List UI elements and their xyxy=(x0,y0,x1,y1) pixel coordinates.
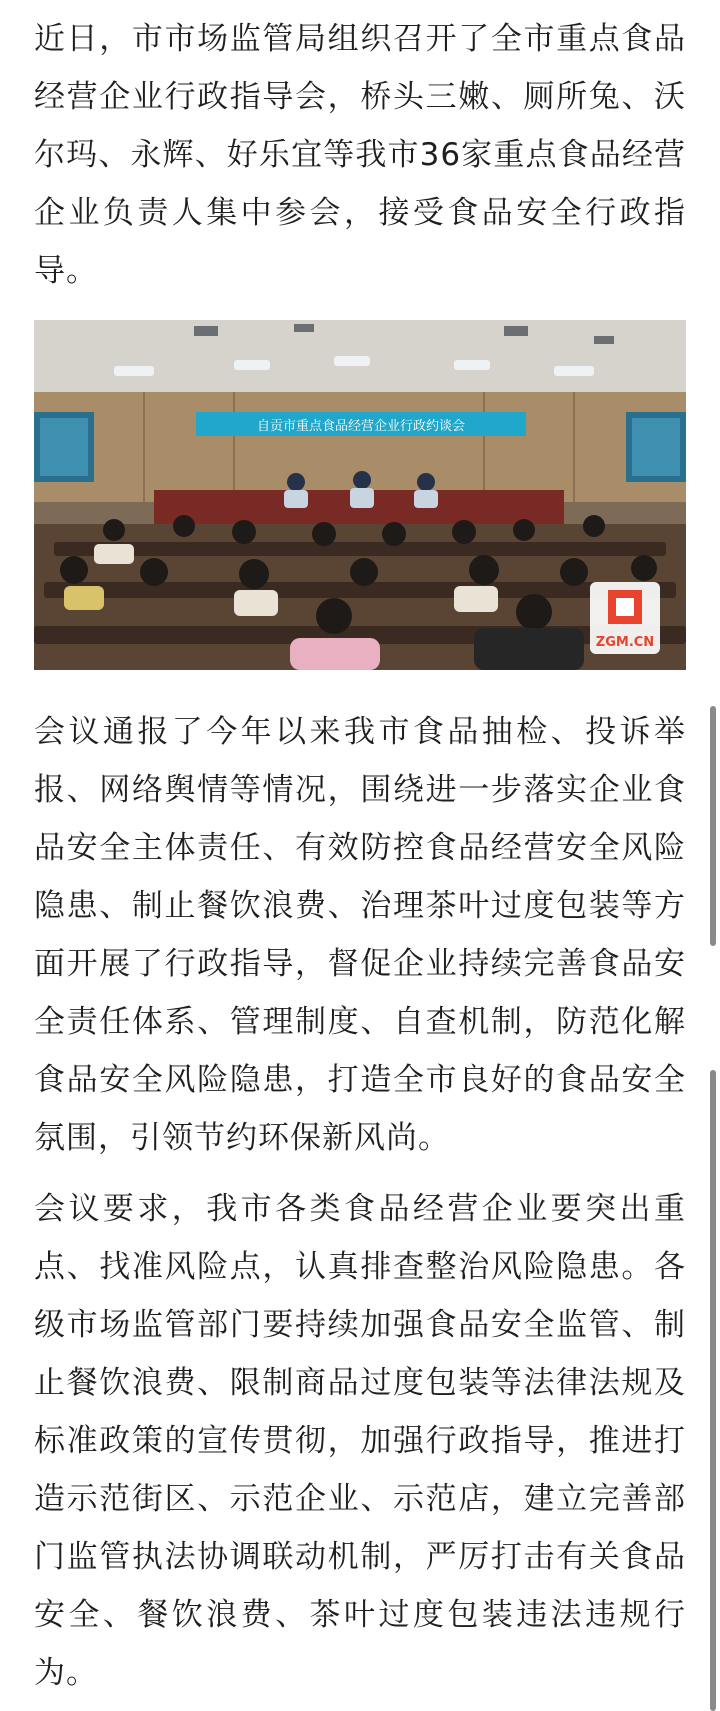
watermark-text: ZGM.CN xyxy=(595,635,655,650)
meeting-photo[interactable] xyxy=(34,320,686,670)
article-paragraph-2: 会议通报了今年以来我市食品抽检、投诉举报、网络舆情等情况，围绕进一步落实企业食品安全主体责任、有效防控食品经营安全风险隐患、制止餐饮浪费、治理茶叶过度包装等方面开展了行政指导，督促企业持续完善食品安全责任体系、管理制度、自查机制，防范化解食品安全风险隐患，打造全市良好的食品安全氛围，引领节约环保新风尚。 xyxy=(34,714,686,1156)
scrollbar-thumb[interactable] xyxy=(710,1070,716,1711)
article-paragraph-1: 近日，市市场监管局组织召开了全市重点食品经营企业行政指导会，桥头三嫩、厕所兔、沃尔玛、永辉、好乐宜等我市36家重点食品经营企业负责人集中参会，接受食品安全行政指导。 xyxy=(34,21,686,289)
article-paragraph-3: 会议要求，我市各类食品经营企业要突出重点、找准风险点，认真排查整治风险隐患。各级市场监管部门要持续加强食品安全监管、制止餐饮浪费、限制商品过度包装等法律法规及标准政策的宣传贯彻，加强行政指导，推进打造示范街区、示范企业、示范店，建立完善部门监管执法协调联动机制，严厉打击有关食品安全、餐饮浪费、茶叶过度包装违法违规行为。 xyxy=(34,1191,686,1691)
meeting-photo-illustration xyxy=(34,320,686,670)
scrollbar-thumb[interactable] xyxy=(710,706,716,946)
banner-text: 自贡市重点食品经营企业行政约谈会 xyxy=(256,419,466,434)
